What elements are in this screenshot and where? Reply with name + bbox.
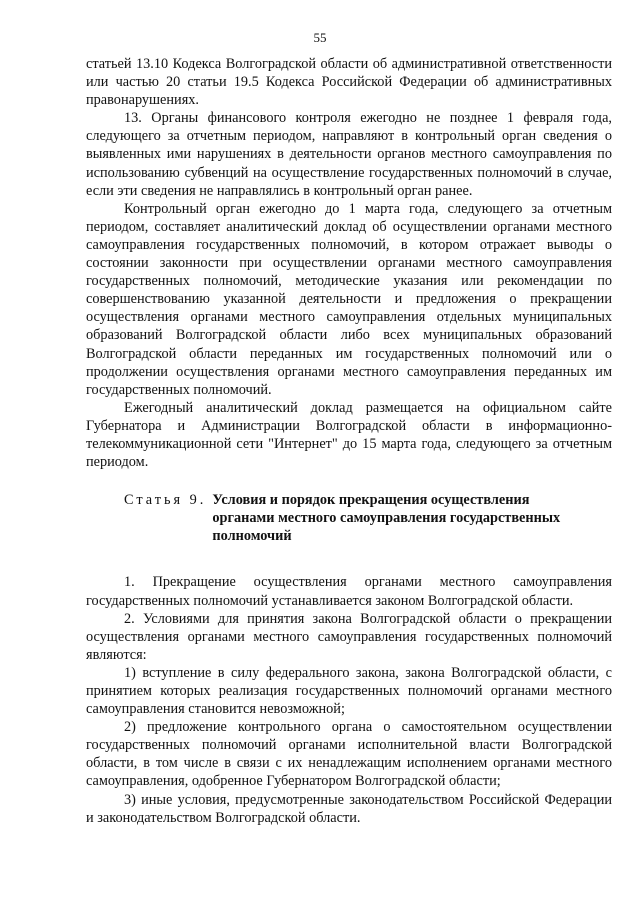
article-title-line: органами местного самоуправления государственных — [212, 510, 561, 527]
article-title-line: полномочий — [212, 528, 292, 545]
paragraph: 2. Условиями для принятия закона Волгоградской области о прекращении осуществления органами местного самоуправления государственных полномочий являются: — [86, 610, 612, 663]
paragraph: 2) предложение контрольного органа о самостоятельном осуществлении государственных полномочий органами исполнительной власти Волгоградской области, в том числе в связи с их ненадлежащим исполнением органами местного самоуправления, одобренное Губернатором Волгоградской области; — [86, 719, 612, 790]
paragraph: статьей 13.10 Кодекса Волгоградской области об административной ответственности или частью 20 статьи 19.5 Кодекса Российской Федерации об административных правонарушениях. — [86, 56, 612, 109]
article-title — [212, 491, 562, 545]
paragraph: 13. Органы финансового контроля ежегодно не позднее 1 февраля года, следующего за отчетным периодом, направляют в контрольный орган сведения о выявленных ими нарушениях в деятельности органов местного самоуправления по использованию субвенций на осуществление государственных полномочий в случае, если эти сведения не направлялись в контрольный орган ранее. — [86, 110, 612, 199]
article-label: Статья 9. — [124, 492, 207, 509]
page-number: 55 — [313, 30, 327, 45]
document-body — [86, 55, 612, 827]
article-title-line: Условия и порядок прекращения осуществления — [212, 492, 530, 509]
paragraph: Ежегодный аналитический доклад размещается на официальном сайте Губернатора и Администрации Волгоградской области в информационно-телекоммуникационной сети "Интернет" до 15 марта года, следующего за отчетным периодом. — [86, 399, 612, 471]
paragraph: Контрольный орган ежегодно до 1 марта года, следующего за отчетным периодом, составляет аналитический доклад об осуществлении органами местного самоуправления государственных полномочий, в котором отражает выводы о состоянии законности при осуществлении органами местного самоуправления государственных полномочий, методические указания или рекомендации по совершенствованию указанной деятельности и предложения о прекращении осуществления органами местного самоуправления отдельных муниципальных образований Волгоградской области либо всех муниципальных образований Волгоградской области переданных им государственных полномочий или о продолжении осуществления органами местного самоуправления переданных им государственных полномочий. — [86, 200, 612, 398]
paragraph: 1) вступление в силу федерального закона, закона Волгоградской области, с принятием которых реализация государственных полномочий органами местного самоуправления становится невозможной; — [86, 664, 612, 718]
paragraph: 3) иные условия, предусмотренные законодательством Российской Федерации и законодательством Волгоградской области. — [86, 791, 612, 826]
paragraph: 1. Прекращение осуществления органами местного самоуправления государственных полномочий устанавливается законом Волгоградской области. — [86, 574, 612, 609]
article-heading — [86, 491, 612, 545]
